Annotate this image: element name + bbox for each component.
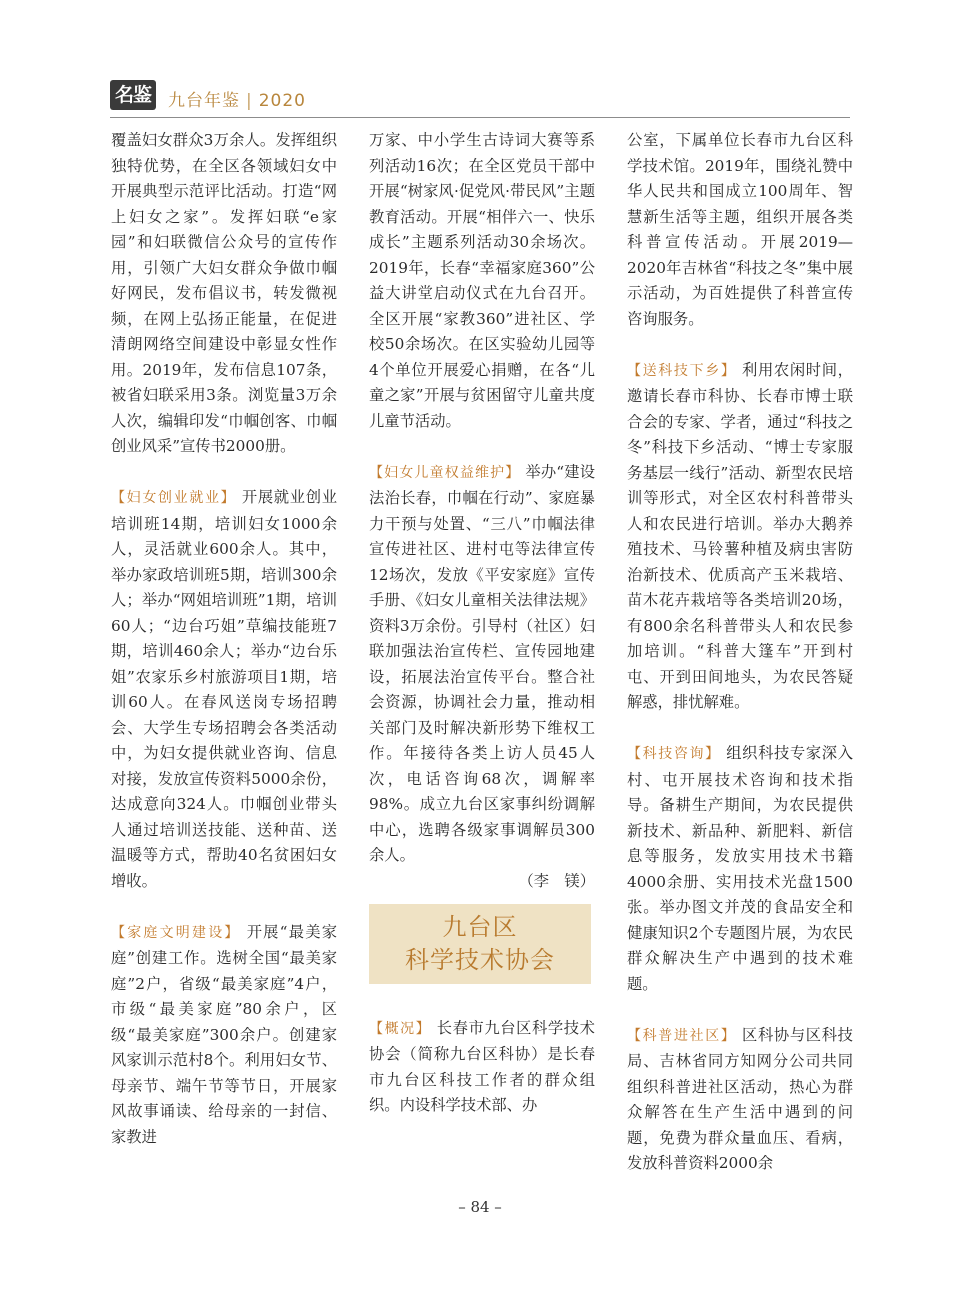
page-header — [110, 78, 850, 116]
author-credit: （李 镁） — [518, 871, 595, 890]
page-number: – 84 – — [458, 1198, 502, 1216]
paragraph-gap — [111, 894, 337, 920]
section-tag: 【概况】 — [369, 1020, 432, 1037]
paragraph-gap — [369, 990, 595, 1016]
paragraph-text: 组织科技专家深入村、屯开展技术咨询和技术指导。备耕生产期间，为农民提供新技术、新品种、新肥料、新信息等服务，发放实用技术书籍4000余册、实用技术光盘1500张。举办图文并茂的食品安全和健康知识2个专题图片展，为农民群众解决生产中遇到的技术难题。 — [627, 744, 853, 993]
paragraph-text: 开展“最美家庭”创建工作。选树全国“最美家庭”2户，省级“最美家庭”4户，市级“最美家庭”80余户，区级“最美家庭”300余户。创建家风家训示范村8个。利用妇女节、母亲节、端午节等节日，开展家风故事诵读、给母亲的一封信、家教进 — [111, 922, 337, 1146]
paragraph-gap — [369, 434, 595, 460]
paragraph — [627, 1023, 853, 1177]
section-tag: 【妇女创业就业】 — [111, 490, 237, 506]
section-tag: 【送科技下乡】 — [627, 362, 737, 379]
paragraph-text: 举办“建设法治长春，巾帼在行动”、家庭暴力干预与处置、“三八”巾帼法律宣传进社区、进村屯等法律宣传12场次，发放《平安家庭》宣传手册、《妇女儿童相关法律法规》资料3万余份。引导村（社区）妇联加强法治宣传栏、宣传园地建设，拓展法治宣传平台。整合社会资源，协调社会力量，推动相关部门及时解决新形势下维权工作。年接待各类上访人员45人次，电话咨询68次，调解率98%。成立九台区家事纠纷调解中心，选聘各级家事调解员300余人。 — [369, 462, 595, 864]
paragraph-gap — [627, 997, 853, 1023]
paragraph-gap — [627, 716, 853, 742]
book-year: 2020 — [258, 91, 306, 111]
column-right — [627, 128, 853, 1177]
section-heading-box — [369, 904, 591, 984]
column-middle — [369, 128, 595, 1119]
section-tag: 【科普进社区】 — [627, 1027, 737, 1044]
paragraph-text: 利用农闲时间，邀请长春市科协、长春市博士联合会的专家、学者，通过“科技之冬”科技下乡活动、“博士专家服务基层一线行”活动、新型农民培训等形式，对全区农村科普带头人和农民进行培训。举办大鹅养殖技术、马铃薯种植及病虫害防治新技术、优质高产玉米栽培、苗木花卉栽培等各类培训20场，有800余名科普带头人和农民参加培训。“科普大篷车”开到村屯、开到田间地头，为农民答疑解惑，排忧解难。 — [627, 360, 853, 711]
paragraph — [111, 485, 337, 894]
paragraph — [627, 358, 853, 716]
paragraph — [369, 460, 595, 869]
paragraph: 公室，下属单位长春市九台区科学技术馆。2019年，围绕礼赞中华人民共和国成立100周年、智慧新生活等主题，组织开展各类科普宣传活动。开展2019—2020年吉林省“科技之冬”集中展示活动，为百姓提供了科普宣传咨询服务。 — [627, 131, 853, 328]
section-tag: 【家庭文明建设】 — [111, 924, 241, 941]
paragraph-text: 开展就业创业培训班14期，培训妇女1000余人，灵活就业600余人。其中，举办家政培训班5期，培训300余人；举办“网姐培训班”1期，培训60人；“边台巧姐”草编技能班7期，培训460余人；举办“边台乐姐”农家乐乡村旅游项目1期，培训60人。在春风送岗专场招聘会、大学生专场招聘会各类活动中，为妇女提供就业咨询、信息对接，发放宣传资料5000余份，达成意向324人。巾帼创业带头人通过培训送技能、送种苗、送温暖等方式，帮助40名贫困妇女增收。 — [111, 488, 337, 890]
header-rule — [110, 117, 850, 118]
section-tag: 【科技咨询】 — [627, 746, 721, 762]
yearbook-logo: 名鉴 — [110, 80, 156, 110]
paragraph-gap — [111, 460, 337, 486]
paragraph-text: 区科协与区科技局、吉林省同方知网分公司共同组织科普进社区活动，热心为群众解答在生产生活中遇到的问题，免费为群众量血压、看病，发放科普资料2000余 — [627, 1025, 853, 1172]
section-heading-line1: 九台区 — [442, 913, 518, 941]
column-left — [111, 128, 337, 1150]
section-heading-line2: 科学技术协会 — [405, 946, 555, 974]
paragraph — [627, 741, 853, 997]
paragraph — [111, 920, 337, 1151]
book-title — [168, 86, 306, 111]
title-separator: | — [246, 91, 253, 111]
section-tag: 【妇女儿童权益维护】 — [369, 464, 521, 481]
paragraph-text: 长春市九台区科学技术协会（简称九台区科协）是长春市九台区科技工作者的群众组织。内设科学技术部、办 — [369, 1018, 595, 1114]
paragraph — [369, 1016, 595, 1119]
paragraph: 万家、中小学生古诗词大赛等系列活动16次；在全区党员干部中开展“树家风·促党风·带民风”主题教育活动。开展“相伴六一、快乐成长”主题系列活动30余场次。2019年，长春“幸福家庭360”公益大讲堂启动仪式在九台召开。全区开展“家教360”进社区、学校50余场次。在区实验幼儿园等4个单位开展爱心捐赠，在各“儿童之家”开展与贫困留守儿童共度儿童节活动。 — [369, 131, 595, 430]
paragraph: 覆盖妇女群众3万余人。发挥组织独特优势，在全区各领域妇女中开展典型示范评比活动。打造“网上妇女之家”。发挥妇联“e家园”和妇联微信公众号的宣传作用，引领广大妇女群众争做巾帼好网民，发布倡议书，转发微视频，在网上弘扬正能量，在促进清朗网络空间建设中彰显女性作用。2019年，发布信息107条，被省妇联采用3条。浏览量3万余人次，编辑印发“巾帼创客、巾帼创业风采”宣传书2000册。 — [111, 131, 337, 455]
paragraph-gap — [627, 332, 853, 358]
book-title-text: 九台年鉴 — [168, 91, 240, 111]
